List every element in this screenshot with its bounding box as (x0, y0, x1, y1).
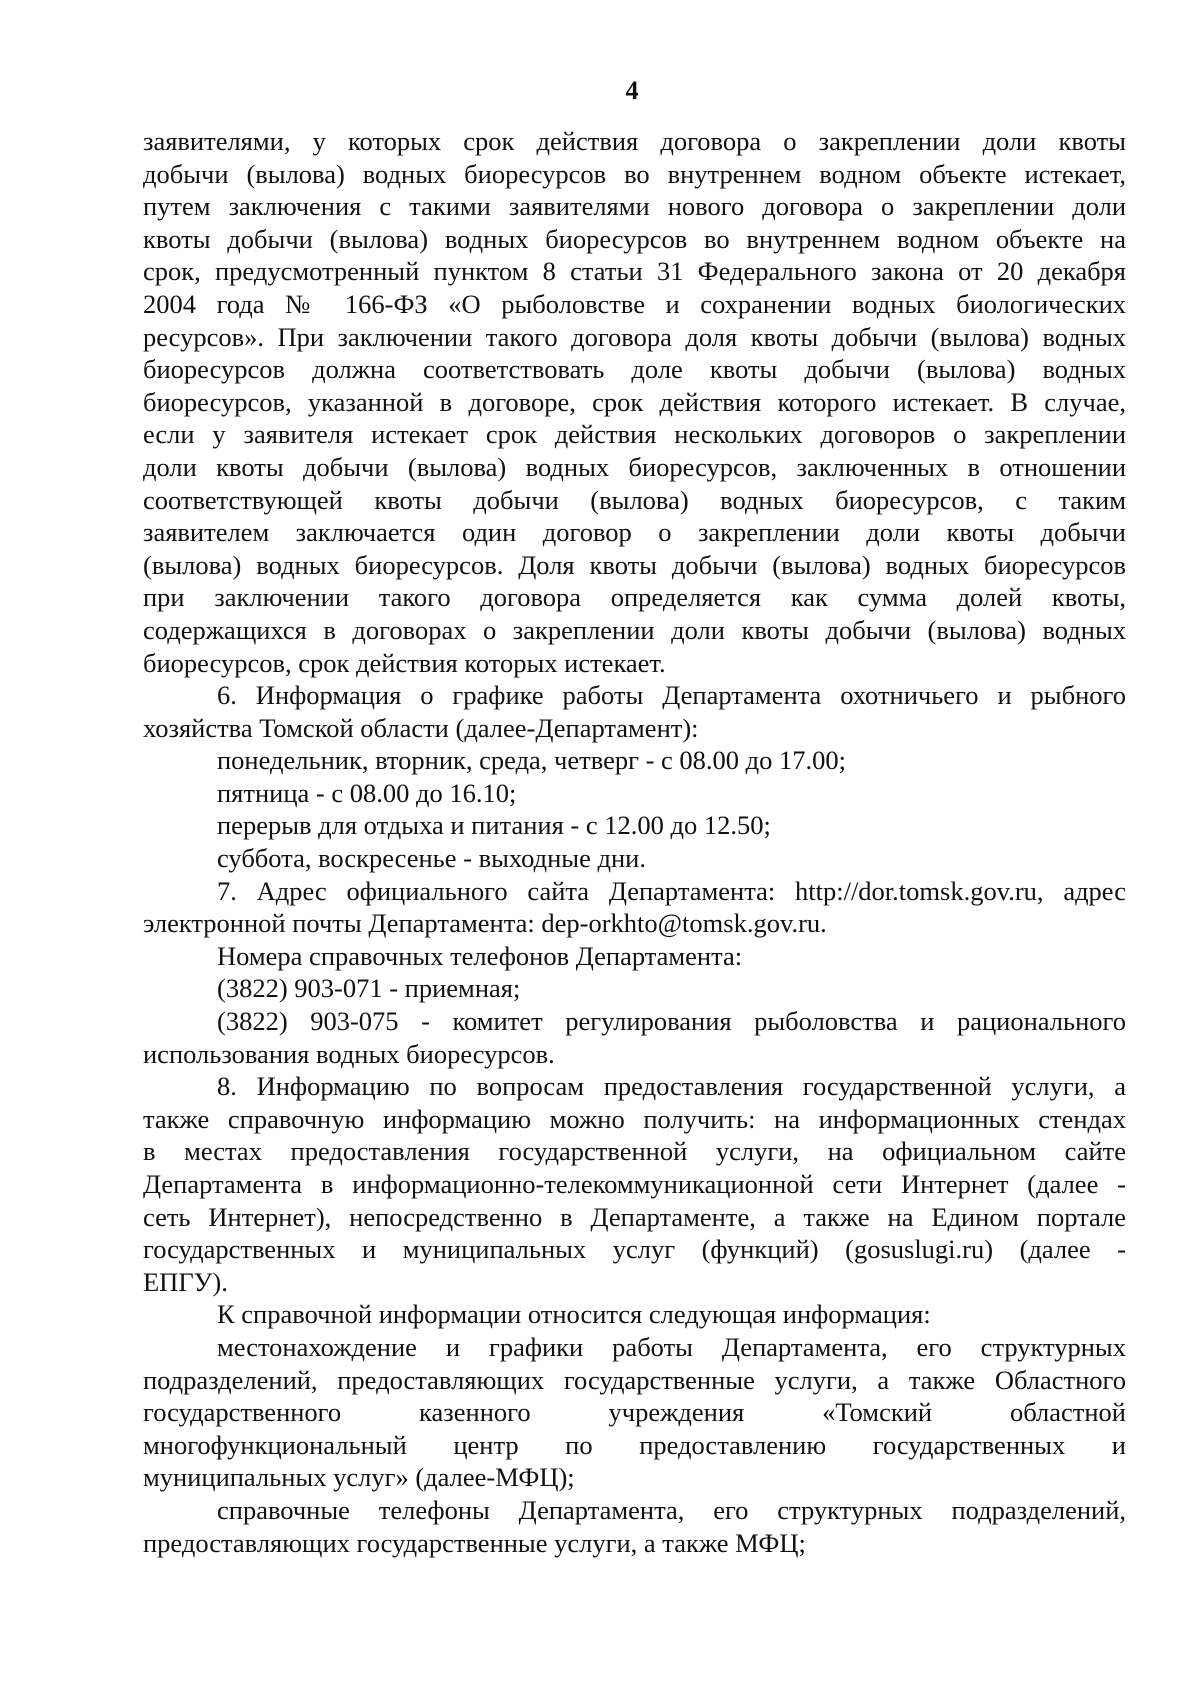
text-line: предоставляющих государственные услуги, а также МФЦ; (143, 1527, 806, 1558)
document-body (143, 125, 1126, 1559)
text-line: справочные телефоны Департамента, его структурных подразделений, (217, 1494, 1126, 1525)
text-line: 8. Информацию по вопросам предоставления государственной услуги, а (217, 1071, 1126, 1102)
text-line: пятница - с 08.00 до 16.10; (217, 777, 517, 808)
text-line: в местах предоставления государственной услуги, на официальном сайте (143, 1136, 1126, 1167)
text-line: путем заключения с такими заявителями нового договора о закреплении доли (143, 191, 1126, 222)
text-line: государственных и муниципальных услуг (функций) (gosuslugi.ru) (далее - (143, 1234, 1126, 1265)
text-line: (3822) 903-075 - комитет регулирования рыболовства и рационального (217, 1006, 1126, 1037)
text-line: срок, предусмотренный пунктом 8 статьи 31 Федерального закона от 20 декабря (143, 256, 1126, 287)
text-line: 6. Информация о графике работы Департамента охотничьего и рыбного (217, 680, 1126, 711)
text-line: электронной почты Департамента: dep-orkhto@tomsk.gov.ru. (143, 908, 827, 939)
text-line: добычи (вылова) водных биоресурсов во внутреннем водном объекте истекает, (143, 158, 1126, 189)
text-line: хозяйства Томской области (далее-Департамент): (143, 712, 699, 743)
text-line: заявителем заключается один договор о закреплении доли квоты добычи (143, 517, 1126, 548)
text-line: сеть Интернет), непосредственно в Департаменте, а также на Едином портале (143, 1201, 1126, 1232)
text-line: муниципальных услуг» (далее-МФЦ); (143, 1462, 575, 1493)
text-line: (3822) 903-071 - приемная; (217, 973, 521, 1004)
text-line: ресурсов». При заключении такого договора доля квоты добычи (вылова) водных (143, 321, 1126, 352)
text-line: также справочную информацию можно получить: на информационных стендах (143, 1103, 1126, 1134)
text-line: использования водных биоресурсов. (143, 1038, 555, 1069)
text-line: соответствующей квоты добычи (вылова) водных биоресурсов, с таким (143, 484, 1126, 515)
text-line: содержащихся в договорах о закреплении доли квоты добычи (вылова) водных (143, 614, 1126, 645)
text-line: понедельник, вторник, среда, четверг - с 08.00 до 17.00; (217, 745, 847, 776)
text-line: квоты добычи (вылова) водных биоресурсов во внутреннем водном объекте на (143, 223, 1126, 254)
text-line: К справочной информации относится следующая информация: (217, 1299, 931, 1330)
text-line: 2004 года № 166-ФЗ «О рыболовстве и сохранении водных биологических (143, 288, 1126, 319)
text-line: Номера справочных телефонов Департамента: (217, 940, 743, 971)
text-line: многофункциональный центр по предоставлению государственных и (143, 1429, 1126, 1460)
text-line: биоресурсов, срок действия которых истекает. (143, 647, 666, 678)
text-line: биоресурсов должна соответствовать доле квоты добычи (вылова) водных (143, 354, 1126, 385)
text-line: ЕПГУ). (143, 1266, 228, 1297)
text-line: подразделений, предоставляющих государственные услуги, а также Областного (143, 1364, 1126, 1395)
text-line: перерыв для отдыха и питания - с 12.00 до 12.50; (217, 810, 771, 841)
text-line: 7. Адрес официального сайта Департамента: http://dor.tomsk.gov.ru, адрес (217, 875, 1126, 906)
text-line: (вылова) водных биоресурсов. Доля квоты добычи (вылова) водных биоресурсов (143, 549, 1126, 580)
text-line: при заключении такого договора определяется как сумма долей квоты, (143, 582, 1126, 613)
text-line: если у заявителя истекает срок действия нескольких договоров о закреплении (143, 419, 1126, 450)
text-line: заявителями, у которых срок действия договора о закреплении доли квоты (143, 126, 1126, 156)
text-line: государственного казенного учреждения «Томский областной (143, 1397, 1126, 1428)
text-line: доли квоты добычи (вылова) водных биоресурсов, заключенных в отношении (143, 451, 1126, 482)
text-line: суббота, воскресенье - выходные дни. (217, 843, 646, 874)
text-line: биоресурсов, указанной в договоре, срок действия которого истекает. В случае, (143, 386, 1126, 417)
text-line: Департамента в информационно-телекоммуникационной сети Интернет (далее - (143, 1169, 1126, 1199)
page-number: 4 (625, 76, 639, 105)
text-line: местонахождение и графики работы Департамента, его структурных (217, 1331, 1126, 1362)
